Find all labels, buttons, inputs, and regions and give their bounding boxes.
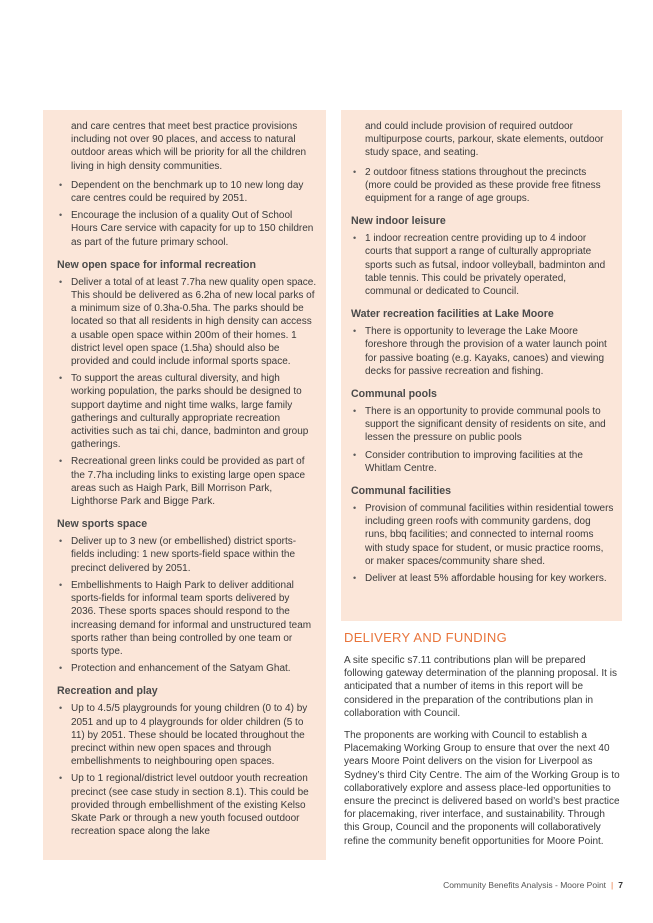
heading-communal-pools: Communal pools [351,388,437,401]
recreation-play-list [57,702,317,838]
heading-water-recreation: Water recreation facilities at Lake Moore [351,308,554,321]
delivery-paragraph: A site specific s7.11 contributions plan will be prepared following gateway determination of the planning proposal. It is anticipated that a number of items in this report will be considered in the preparation of the contributions plan in collaboration with Council. [344,655,617,719]
list-item: • Provision of communal facilities within residential towers including green roofs with community gardens, dog runs, bbq facilities; and connected to internal rooms with study space for student, or music practice rooms, or maker spaces/community share shed. [351,502,614,568]
page-footer [443,880,623,890]
right-intro-list [351,166,614,206]
communal-facilities-list [351,502,614,585]
list-item: • There is opportunity to leverage the Lake Moore foreshore through the provision of a water launch point for passive boating (e.g. Kayaks, canoes) and viewing decks for passive recreation and fishing. [351,325,614,378]
list-item: • Up to 4.5/5 playgrounds for young children (0 to 4) by 2051 and up to 4 playgrounds for older children (5 to 11) by 2051. These should be located throughout the precinct within new open spaces and through embellishments to neighbouring open spaces. [57,702,317,768]
heading-open-space: New open space for informal recreation [57,258,256,271]
left-intro-list [57,179,317,249]
delivery-funding-section [344,630,622,857]
footer-separator: | [611,880,614,890]
open-space-list [57,276,317,508]
communal-pools-list [351,405,614,475]
page-number: 7 [618,880,623,890]
list-item: • Protection and enhancement of the Satyam Ghat. [57,662,317,675]
water-recreation-list [351,325,614,378]
list-item: • Deliver a total of at least 7.7ha new quality open space. This should be delivered as 6.2ha of new local parks of a minimum size of 0.3ha-0.5ha. The parks should be located so that all residents in high density can access a usable open space within 200m of their homes. 1 district level open space (1.5ha) should also be provided and could include informal sports space. [57,276,317,368]
list-item: • There is an opportunity to provide communal pools to support the significant density of residents on site, and lessen the pressure on public pools [351,405,614,445]
list-item: • To support the areas cultural diversity, and high working population, the parks should be designed to support daytime and night time walks, large family gatherings and culturally appropriate recreation activities such as tai chi, dance, badminton and group gatherings. [57,372,317,451]
list-item: • 2 outdoor fitness stations throughout the precincts (more could be provided as these provide free fitness equipment for a range of age groups. [351,166,614,206]
footer-title: Community Benefits Analysis - Moore Point [443,880,607,890]
right-intro-continuation: and could include provision of required outdoor multipurpose courts, parkour, skate elements, outdoor study space, and seating. [365,121,604,159]
left-column-panel [43,110,326,860]
left-intro-continuation: and care centres that meet best practice provisions including not over 90 places, and access to natural outdoor areas which will be priority for all the children living in high density communities. [71,121,307,172]
indoor-leisure-list [351,232,614,298]
heading-sports-space: New sports space [57,518,148,531]
heading-communal-facilities: Communal facilities [351,485,452,498]
list-item: • Dependent on the benchmark up to 10 new long day care centres could be required by 2051. [57,179,317,205]
list-item: • Consider contribution to improving facilities at the Whitlam Centre. [351,449,614,475]
right-column-panel [341,110,622,621]
heading-indoor-leisure: New indoor leisure [351,215,446,228]
list-item: • Deliver up to 3 new (or embellished) district sports-fields including: 1 new sports-field space within the precinct delivered by 2051. [57,535,317,575]
sports-space-list [57,535,317,675]
list-item: • Deliver at least 5% affordable housing for key workers. [351,572,614,585]
delivery-paragraph: The proponents are working with Council to establish a Placemaking Working Group to ensure that over the next 40 years Moore Point delivers on the vision for Liverpool as Sydney’s third City Centre. The aim of the Working Group is to collaboratively explore and assess place-led opportunities to ensure the precinct is delivered based on world’s best practice for placemaking, river interface, and sustainability. Through this Group, Council and the proponents will collaboratively refine the community benefit opportunities for Moore Point. [344,730,620,847]
delivery-funding-heading: DELIVERY AND FUNDING [344,630,508,645]
list-item: • Up to 1 regional/district level outdoor youth recreation precinct (see case study in section 8.1). This could be provided through embellishment of the existing Kelso Skate Park or through a new youth focused outdoor recreation space along the lake [57,772,317,838]
list-item: • Encourage the inclusion of a quality Out of School Hours Care service with capacity for up to 150 children as part of the future primary school. [57,209,317,249]
list-item: • 1 indoor recreation centre providing up to 4 indoor courts that support a range of culturally appropriate sports such as futsal, indoor volleyball, badminton and table tennis. This could be privately operated, communal or dedicated to Council. [351,232,614,298]
list-item: • Embellishments to Haigh Park to deliver additional sports-fields for informal team sports delivered by 2036. These sports spaces should respond to the increasing demand for informal and unstructured team sports rather than being controlled by one team or sports type. [57,579,317,658]
list-item: • Recreational green links could be provided as part of the 7.7ha including links to existing large open space areas such as Haigh Park, Bill Morrison Park, Lighthorse Park and Bigge Park. [57,455,317,508]
heading-recreation-play: Recreation and play [57,685,158,698]
